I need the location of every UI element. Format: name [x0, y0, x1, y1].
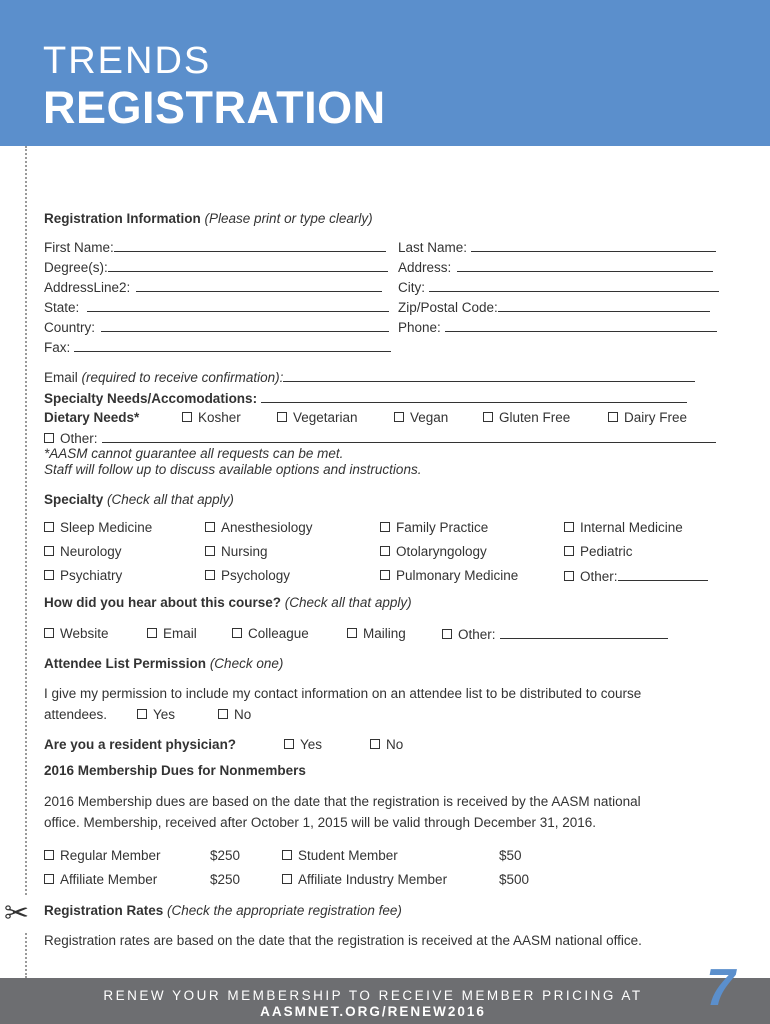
membership-text: 2016 Membership dues are based on the date that the registration is received by the AASM national: [44, 794, 641, 809]
specialty-checkbox[interactable]: Otolaryngology: [380, 544, 487, 559]
specialty-checkbox[interactable]: Psychology: [205, 568, 290, 583]
fax-field[interactable]: Fax:: [44, 339, 391, 355]
footer-renew-text: RENEW YOUR MEMBERSHIP TO RECEIVE MEMBER PRICING AT: [103, 988, 643, 1003]
state-field[interactable]: State:: [44, 299, 389, 315]
phone-field[interactable]: Phone:: [398, 319, 717, 335]
attendee-heading: Attendee List Permission (Check one): [44, 656, 284, 671]
dietary-kosher-checkbox[interactable]: Kosher: [182, 410, 241, 425]
membership-affiliate-checkbox[interactable]: Affiliate Member: [44, 872, 157, 887]
resident-yes-checkbox[interactable]: Yes: [284, 737, 322, 752]
dietary-disclaimer: *AASM cannot guarantee all requests can be met.: [44, 446, 344, 461]
membership-heading: 2016 Membership Dues for Nonmembers: [44, 763, 306, 778]
resident-no-checkbox[interactable]: No: [370, 737, 403, 752]
city-field[interactable]: City:: [398, 279, 719, 295]
attendee-no-checkbox[interactable]: No: [218, 707, 251, 722]
specialty-checkbox[interactable]: Internal Medicine: [564, 520, 683, 535]
zip-field[interactable]: Zip/Postal Code:: [398, 299, 710, 315]
page-number: 7: [706, 959, 735, 1017]
hear-mailing-checkbox[interactable]: Mailing: [347, 626, 406, 641]
membership-text-2: office. Membership, received after October 1, 2015 will be valid through December 31, 2016.: [44, 815, 597, 830]
specialty-checkbox[interactable]: Pediatric: [564, 544, 633, 559]
membership-regular-checkbox[interactable]: Regular Member: [44, 848, 161, 863]
specialty-heading: Specialty (Check all that apply): [44, 492, 234, 507]
membership-regular-price: $250: [210, 848, 241, 863]
hear-email-checkbox[interactable]: Email: [147, 626, 197, 641]
dietary-dairy-free-checkbox[interactable]: Dairy Free: [608, 410, 687, 425]
rates-text: Registration rates are based on the date that the registration is received at the AASM national office.: [44, 933, 642, 948]
reg-info-heading: Registration Information (Please print or type clearly): [44, 211, 373, 226]
dietary-other-field[interactable]: Other:: [44, 430, 716, 446]
last-name-field[interactable]: Last Name:: [398, 239, 716, 255]
degrees-field[interactable]: Degree(s):: [44, 259, 388, 275]
specialty-checkbox[interactable]: Neurology: [44, 544, 122, 559]
country-field[interactable]: Country:: [44, 319, 389, 335]
hear-heading: How did you hear about this course? (Check all that apply): [44, 595, 412, 610]
address-line2-field[interactable]: AddressLine2:: [44, 279, 382, 295]
dietary-followup-note: Staff will follow up to discuss available options and instructions.: [44, 462, 422, 477]
attendee-permission-text-2: attendees.: [44, 707, 108, 722]
membership-affiliate-industry-checkbox[interactable]: Affiliate Industry Member: [282, 872, 447, 887]
special-needs-field[interactable]: Specialty Needs/Accomodations:: [44, 390, 687, 406]
dietary-vegetarian-checkbox[interactable]: Vegetarian: [277, 410, 358, 425]
header-banner: [0, 0, 770, 146]
email-field[interactable]: Email (required to receive confirmation):: [44, 369, 695, 385]
footer-renew-link[interactable]: AASMNET.ORG/RENEW2016: [260, 1004, 486, 1019]
scissors-icon: ✂: [4, 897, 30, 930]
hear-website-checkbox[interactable]: Website: [44, 626, 109, 641]
page-title-trends: TRENDS: [43, 40, 212, 82]
specialty-other-field[interactable]: Other:: [564, 568, 708, 584]
rates-heading: Registration Rates (Check the appropriate registration fee): [44, 903, 402, 918]
footer-banner: [0, 978, 770, 1024]
resident-question: Are you a resident physician?: [44, 737, 237, 752]
hear-colleague-checkbox[interactable]: Colleague: [232, 626, 309, 641]
membership-affiliate-industry-price: $500: [499, 872, 530, 887]
membership-student-price: $50: [499, 848, 522, 863]
first-name-field[interactable]: First Name:: [44, 239, 386, 255]
dietary-gluten-free-checkbox[interactable]: Gluten Free: [483, 410, 570, 425]
membership-affiliate-price: $250: [210, 872, 241, 887]
cut-line: [25, 146, 27, 978]
dietary-label: Dietary Needs*: [44, 410, 140, 425]
specialty-checkbox[interactable]: Anesthesiology: [205, 520, 313, 535]
dietary-vegan-checkbox[interactable]: Vegan: [394, 410, 448, 425]
specialty-checkbox[interactable]: Pulmonary Medicine: [380, 568, 518, 583]
attendee-yes-checkbox[interactable]: Yes: [137, 707, 175, 722]
specialty-checkbox[interactable]: Psychiatry: [44, 568, 122, 583]
specialty-checkbox[interactable]: Family Practice: [380, 520, 488, 535]
page-title-registration: REGISTRATION: [43, 82, 386, 133]
hear-other-field[interactable]: Other:: [442, 626, 668, 642]
specialty-checkbox[interactable]: Nursing: [205, 544, 268, 559]
membership-student-checkbox[interactable]: Student Member: [282, 848, 398, 863]
specialty-checkbox[interactable]: Sleep Medicine: [44, 520, 152, 535]
attendee-permission-text: I give my permission to include my contact information on an attendee list to be distributed to course: [44, 686, 642, 701]
address-field[interactable]: Address:: [398, 259, 713, 275]
